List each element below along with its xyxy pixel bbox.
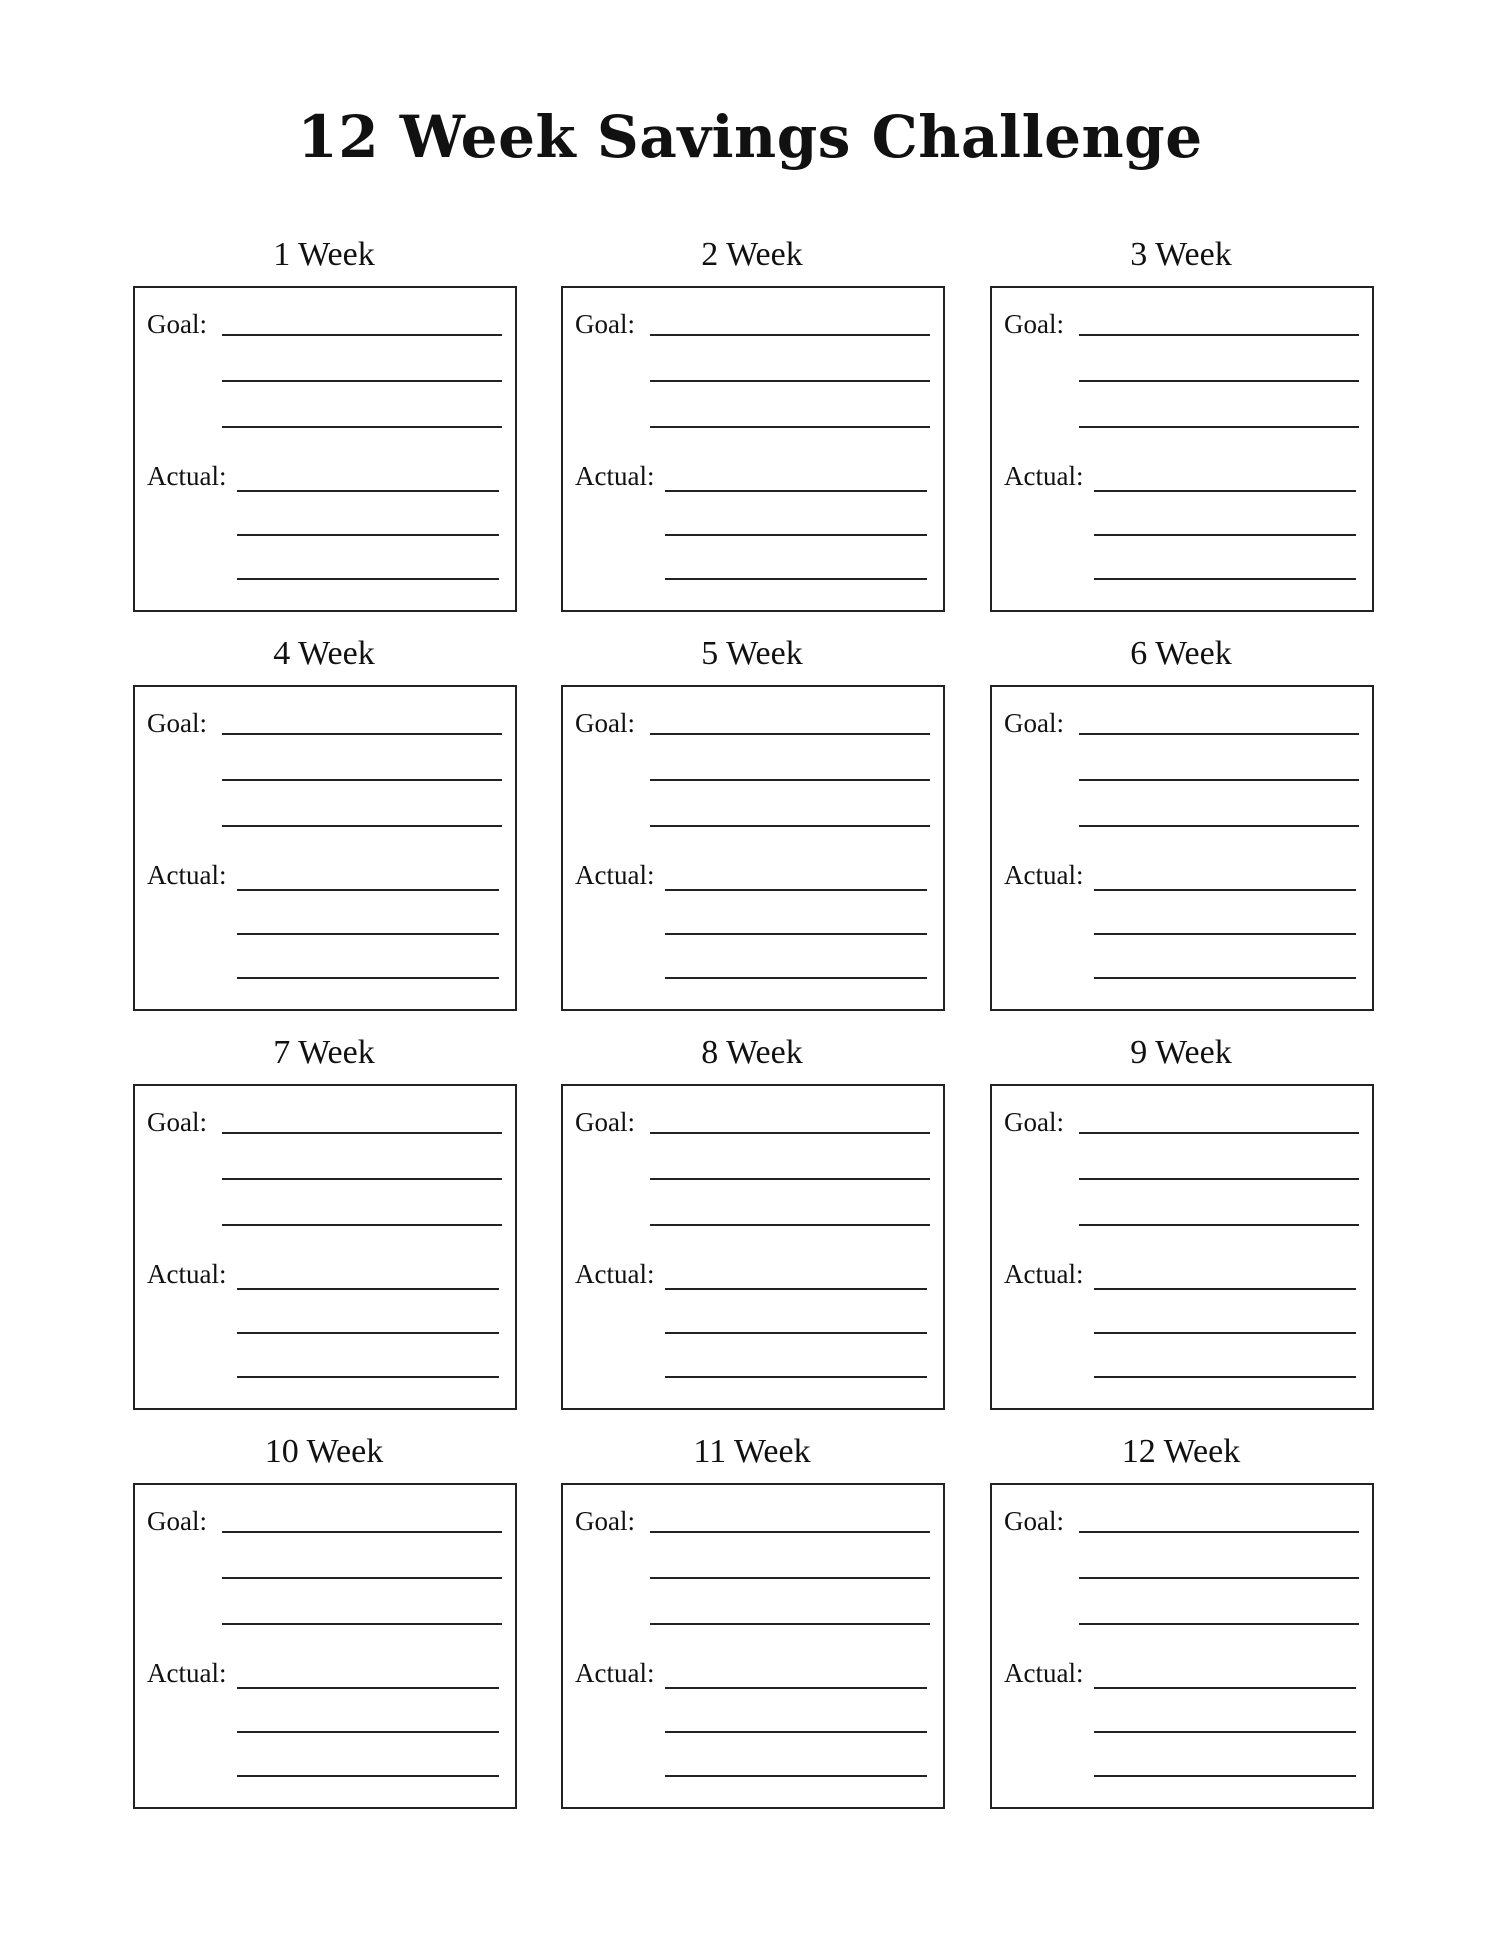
- goal-line-1[interactable]: [222, 1132, 502, 1134]
- actual-line-2[interactable]: [1094, 1731, 1356, 1733]
- actual-line-1[interactable]: [665, 889, 927, 891]
- actual-label: Actual:: [1004, 1259, 1084, 1289]
- actual-label: Actual:: [147, 1259, 227, 1289]
- actual-line-3[interactable]: [1094, 977, 1356, 979]
- goal-line-2[interactable]: [650, 1178, 930, 1180]
- actual-line-1[interactable]: [1094, 889, 1356, 891]
- goal-line-3[interactable]: [650, 825, 930, 827]
- goal-line-1[interactable]: [1079, 334, 1359, 336]
- goal-label: Goal:: [575, 1506, 635, 1536]
- actual-line-3[interactable]: [1094, 1775, 1356, 1777]
- goal-label: Goal:: [575, 708, 635, 738]
- week-label: 5 Week: [701, 635, 803, 672]
- goal-label: Goal:: [1004, 1107, 1064, 1137]
- actual-line-3[interactable]: [1094, 578, 1356, 580]
- goal-line-3[interactable]: [1079, 1224, 1359, 1226]
- goal-label: Goal:: [147, 1107, 207, 1137]
- actual-label: Actual:: [575, 1259, 655, 1289]
- goal-line-1[interactable]: [1079, 1531, 1359, 1533]
- goal-line-2[interactable]: [222, 1178, 502, 1180]
- week-label: 4 Week: [273, 635, 375, 672]
- week-box: [133, 685, 517, 1011]
- goal-line-1[interactable]: [650, 733, 930, 735]
- actual-label: Actual:: [575, 1658, 655, 1688]
- week-label: 12 Week: [1121, 1433, 1241, 1470]
- goal-line-3[interactable]: [1079, 426, 1359, 428]
- week-label: 10 Week: [264, 1433, 384, 1470]
- actual-label: Actual:: [1004, 1658, 1084, 1688]
- goal-line-2[interactable]: [1079, 779, 1359, 781]
- actual-line-1[interactable]: [1094, 1687, 1356, 1689]
- goal-line-3[interactable]: [650, 1224, 930, 1226]
- goal-line-1[interactable]: [1079, 1132, 1359, 1134]
- actual-line-2[interactable]: [237, 1731, 499, 1733]
- week-box: [561, 1483, 945, 1809]
- goal-line-3[interactable]: [222, 825, 502, 827]
- actual-line-3[interactable]: [665, 1376, 927, 1378]
- actual-line-3[interactable]: [665, 1775, 927, 1777]
- week-box: [561, 1084, 945, 1410]
- week-box: [133, 1084, 517, 1410]
- goal-line-2[interactable]: [222, 779, 502, 781]
- actual-line-3[interactable]: [237, 1376, 499, 1378]
- actual-line-3[interactable]: [237, 578, 499, 580]
- actual-line-1[interactable]: [237, 889, 499, 891]
- goal-line-3[interactable]: [1079, 1623, 1359, 1625]
- actual-line-2[interactable]: [665, 1332, 927, 1334]
- goal-line-1[interactable]: [650, 1132, 930, 1134]
- week-label: 7 Week: [273, 1034, 375, 1071]
- week-label: 6 Week: [1130, 635, 1232, 672]
- actual-line-2[interactable]: [237, 534, 499, 536]
- actual-line-1[interactable]: [1094, 1288, 1356, 1290]
- week-label: 3 Week: [1130, 236, 1232, 273]
- goal-line-1[interactable]: [1079, 733, 1359, 735]
- actual-line-1[interactable]: [237, 490, 499, 492]
- actual-line-1[interactable]: [665, 1288, 927, 1290]
- actual-label: Actual:: [575, 461, 655, 491]
- actual-label: Actual:: [1004, 860, 1084, 890]
- goal-line-2[interactable]: [1079, 1178, 1359, 1180]
- week-box: [990, 1084, 1374, 1410]
- goal-line-2[interactable]: [650, 779, 930, 781]
- page-title: 12 Week Savings Challenge: [297, 103, 1203, 171]
- week-box: [990, 286, 1374, 612]
- actual-line-1[interactable]: [665, 1687, 927, 1689]
- actual-line-2[interactable]: [237, 1332, 499, 1334]
- week-box: [561, 286, 945, 612]
- actual-line-3[interactable]: [237, 977, 499, 979]
- actual-line-3[interactable]: [665, 977, 927, 979]
- goal-line-1[interactable]: [222, 1531, 502, 1533]
- goal-line-2[interactable]: [1079, 380, 1359, 382]
- week-label: 2 Week: [701, 236, 803, 273]
- actual-line-3[interactable]: [1094, 1376, 1356, 1378]
- actual-label: Actual:: [147, 461, 227, 491]
- goal-line-2[interactable]: [650, 1577, 930, 1579]
- actual-line-1[interactable]: [237, 1687, 499, 1689]
- actual-label: Actual:: [1004, 461, 1084, 491]
- goal-label: Goal:: [147, 1506, 207, 1536]
- goal-label: Goal:: [147, 309, 207, 339]
- actual-line-3[interactable]: [237, 1775, 499, 1777]
- goal-label: Goal:: [147, 708, 207, 738]
- week-box: [990, 1483, 1374, 1809]
- week-label: 9 Week: [1130, 1034, 1232, 1071]
- goal-line-1[interactable]: [650, 1531, 930, 1533]
- actual-line-2[interactable]: [1094, 534, 1356, 536]
- goal-line-3[interactable]: [222, 1623, 502, 1625]
- goal-line-1[interactable]: [222, 733, 502, 735]
- actual-line-1[interactable]: [1094, 490, 1356, 492]
- goal-line-3[interactable]: [650, 1623, 930, 1625]
- week-box: [133, 286, 517, 612]
- actual-label: Actual:: [575, 860, 655, 890]
- goal-label: Goal:: [1004, 309, 1064, 339]
- actual-label: Actual:: [147, 860, 227, 890]
- goal-line-1[interactable]: [650, 334, 930, 336]
- week-box: [561, 685, 945, 1011]
- goal-line-1[interactable]: [222, 334, 502, 336]
- week-box: [133, 1483, 517, 1809]
- week-label: 8 Week: [701, 1034, 803, 1071]
- week-label: 11 Week: [693, 1433, 811, 1470]
- actual-line-2[interactable]: [665, 1731, 927, 1733]
- goal-line-3[interactable]: [222, 426, 502, 428]
- goal-line-2[interactable]: [222, 1577, 502, 1579]
- actual-line-1[interactable]: [665, 490, 927, 492]
- goal-line-2[interactable]: [222, 380, 502, 382]
- actual-line-3[interactable]: [665, 578, 927, 580]
- goal-line-2[interactable]: [1079, 1577, 1359, 1579]
- goal-label: Goal:: [1004, 1506, 1064, 1536]
- week-label: 1 Week: [273, 236, 375, 273]
- goal-label: Goal:: [575, 1107, 635, 1137]
- goal-line-3[interactable]: [650, 426, 930, 428]
- actual-line-2[interactable]: [1094, 933, 1356, 935]
- actual-line-2[interactable]: [1094, 1332, 1356, 1334]
- goal-label: Goal:: [575, 309, 635, 339]
- actual-label: Actual:: [147, 1658, 227, 1688]
- goal-line-2[interactable]: [650, 380, 930, 382]
- goal-line-3[interactable]: [1079, 825, 1359, 827]
- actual-line-2[interactable]: [665, 933, 927, 935]
- actual-line-2[interactable]: [665, 534, 927, 536]
- actual-line-2[interactable]: [237, 933, 499, 935]
- week-box: [990, 685, 1374, 1011]
- goal-label: Goal:: [1004, 708, 1064, 738]
- actual-line-1[interactable]: [237, 1288, 499, 1290]
- goal-line-3[interactable]: [222, 1224, 502, 1226]
